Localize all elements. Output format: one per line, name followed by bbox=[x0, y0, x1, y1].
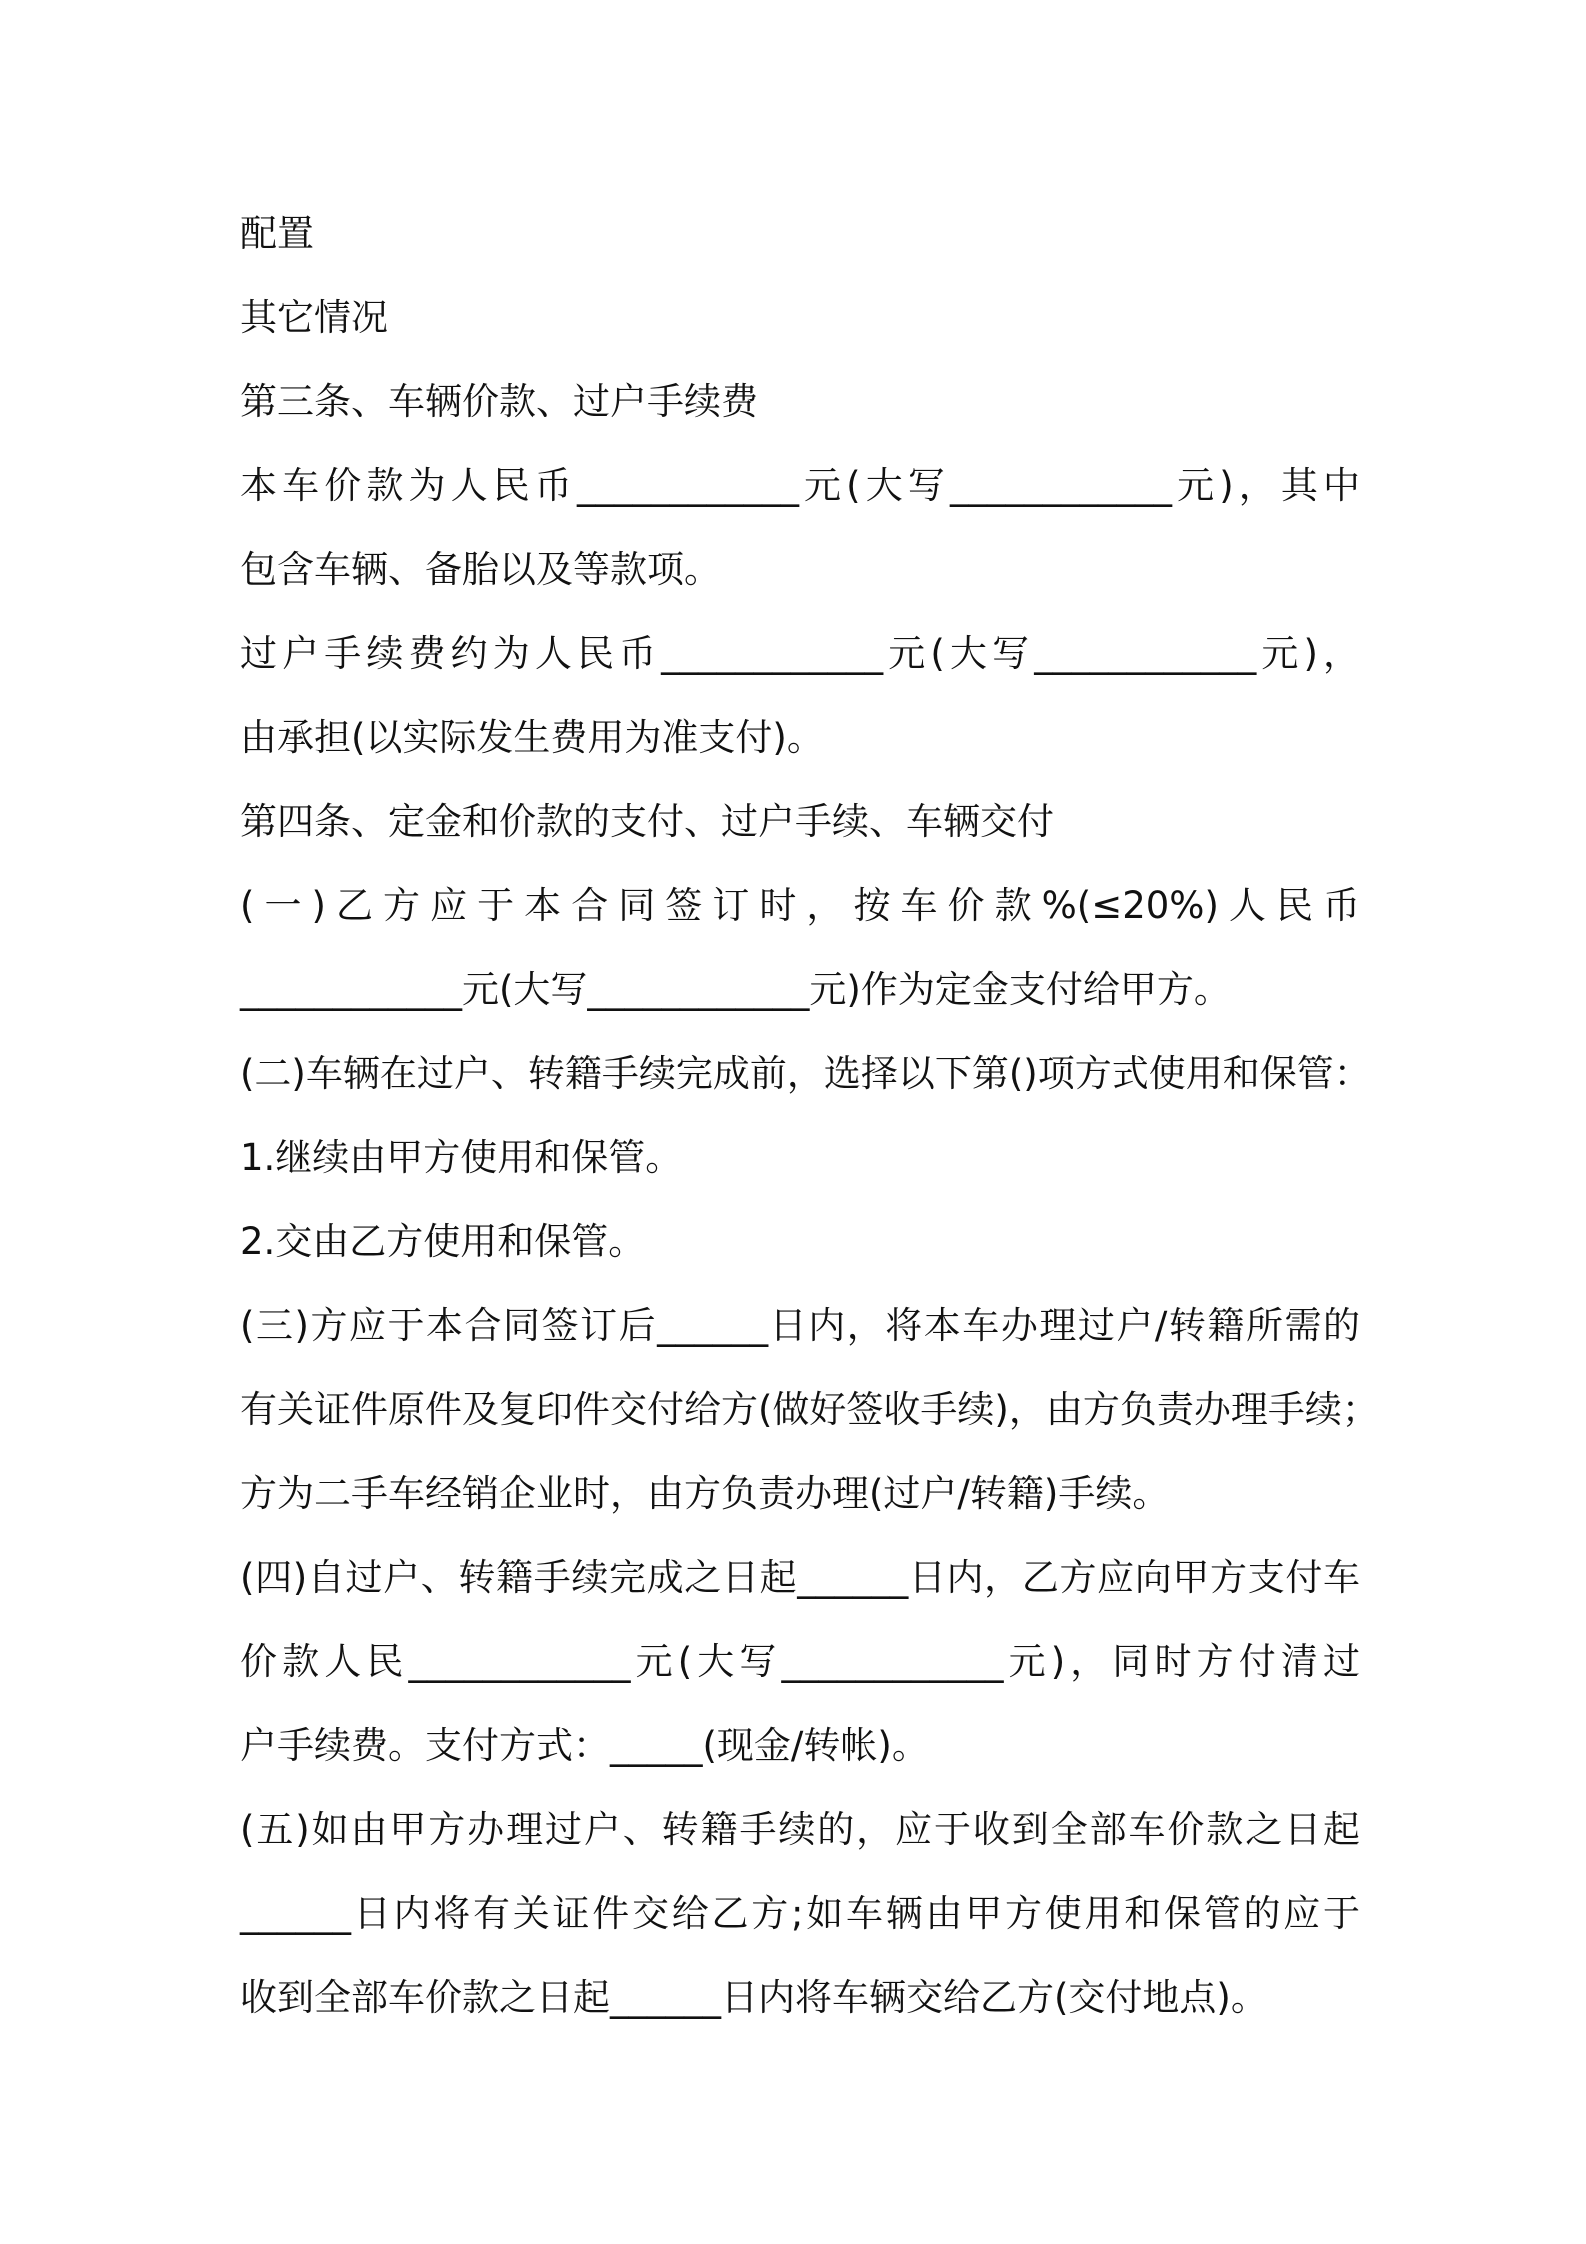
article-4-title: 第四条、定金和价款的支付、过户手续、车辆交付 bbox=[240, 800, 1054, 843]
clause-3-line-3: 方为二手车经销企业时，由方负责办理(过户/转籍)手续。 bbox=[240, 1472, 1170, 1515]
document-body bbox=[240, 192, 1379, 2040]
clause-1-line-1: (一)乙方应于本合同签订时，按车价款%(≤20%)人民币 bbox=[240, 884, 1360, 927]
clause-4-line-3: 户手续费。支付方式：_____(现金/转帐)。 bbox=[240, 1724, 929, 1767]
clause-4-line-2: 价款人民____________元(大写____________元)，同时方付清过 bbox=[240, 1640, 1360, 1683]
clause-5-line-3: 收到全部车价款之日起______日内将车辆交给乙方(交付地点)。 bbox=[240, 1976, 1268, 2019]
clause-2-option-1: 1.继续由甲方使用和保管。 bbox=[240, 1136, 683, 1179]
article-3-price-line-1: 本车价款为人民币____________元(大写____________元)，其中 bbox=[240, 464, 1360, 507]
article-3-price-line-2: 包含车辆、备胎以及等款项。 bbox=[240, 548, 721, 591]
article-3-fee-line-2: 由承担(以实际发生费用为准支付)。 bbox=[240, 716, 824, 759]
clause-3-line-2: 有关证件原件及复印件交付给方(做好签收手续)，由方负责办理手续； bbox=[240, 1388, 1379, 1431]
heading-other-conditions: 其它情况 bbox=[240, 296, 388, 339]
clause-2-line-1: (二)车辆在过户、转籍手续完成前，选择以下第()项方式使用和保管： bbox=[240, 1052, 1371, 1095]
clause-3-line-1: (三)方应于本合同签订后______日内，将本车办理过户/转籍所需的 bbox=[240, 1304, 1360, 1347]
clause-2-option-2: 2.交由乙方使用和保管。 bbox=[240, 1220, 646, 1263]
heading-configuration: 配置 bbox=[240, 212, 314, 255]
clause-5-line-2: ______日内将有关证件交给乙方;如车辆由甲方使用和保管的应于 bbox=[240, 1892, 1360, 1935]
clause-5-line-1: (五)如由甲方办理过户、转籍手续的，应于收到全部车价款之日起 bbox=[240, 1808, 1360, 1851]
clause-1-line-2: ____________元(大写____________元)作为定金支付给甲方。 bbox=[240, 968, 1231, 1011]
article-3-title: 第三条、车辆价款、过户手续费 bbox=[240, 380, 758, 423]
article-3-fee-line-1: 过户手续费约为人民币____________元(大写____________元)， bbox=[240, 632, 1360, 675]
clause-4-line-1: (四)自过户、转籍手续完成之日起______日内，乙方应向甲方支付车 bbox=[240, 1556, 1360, 1599]
